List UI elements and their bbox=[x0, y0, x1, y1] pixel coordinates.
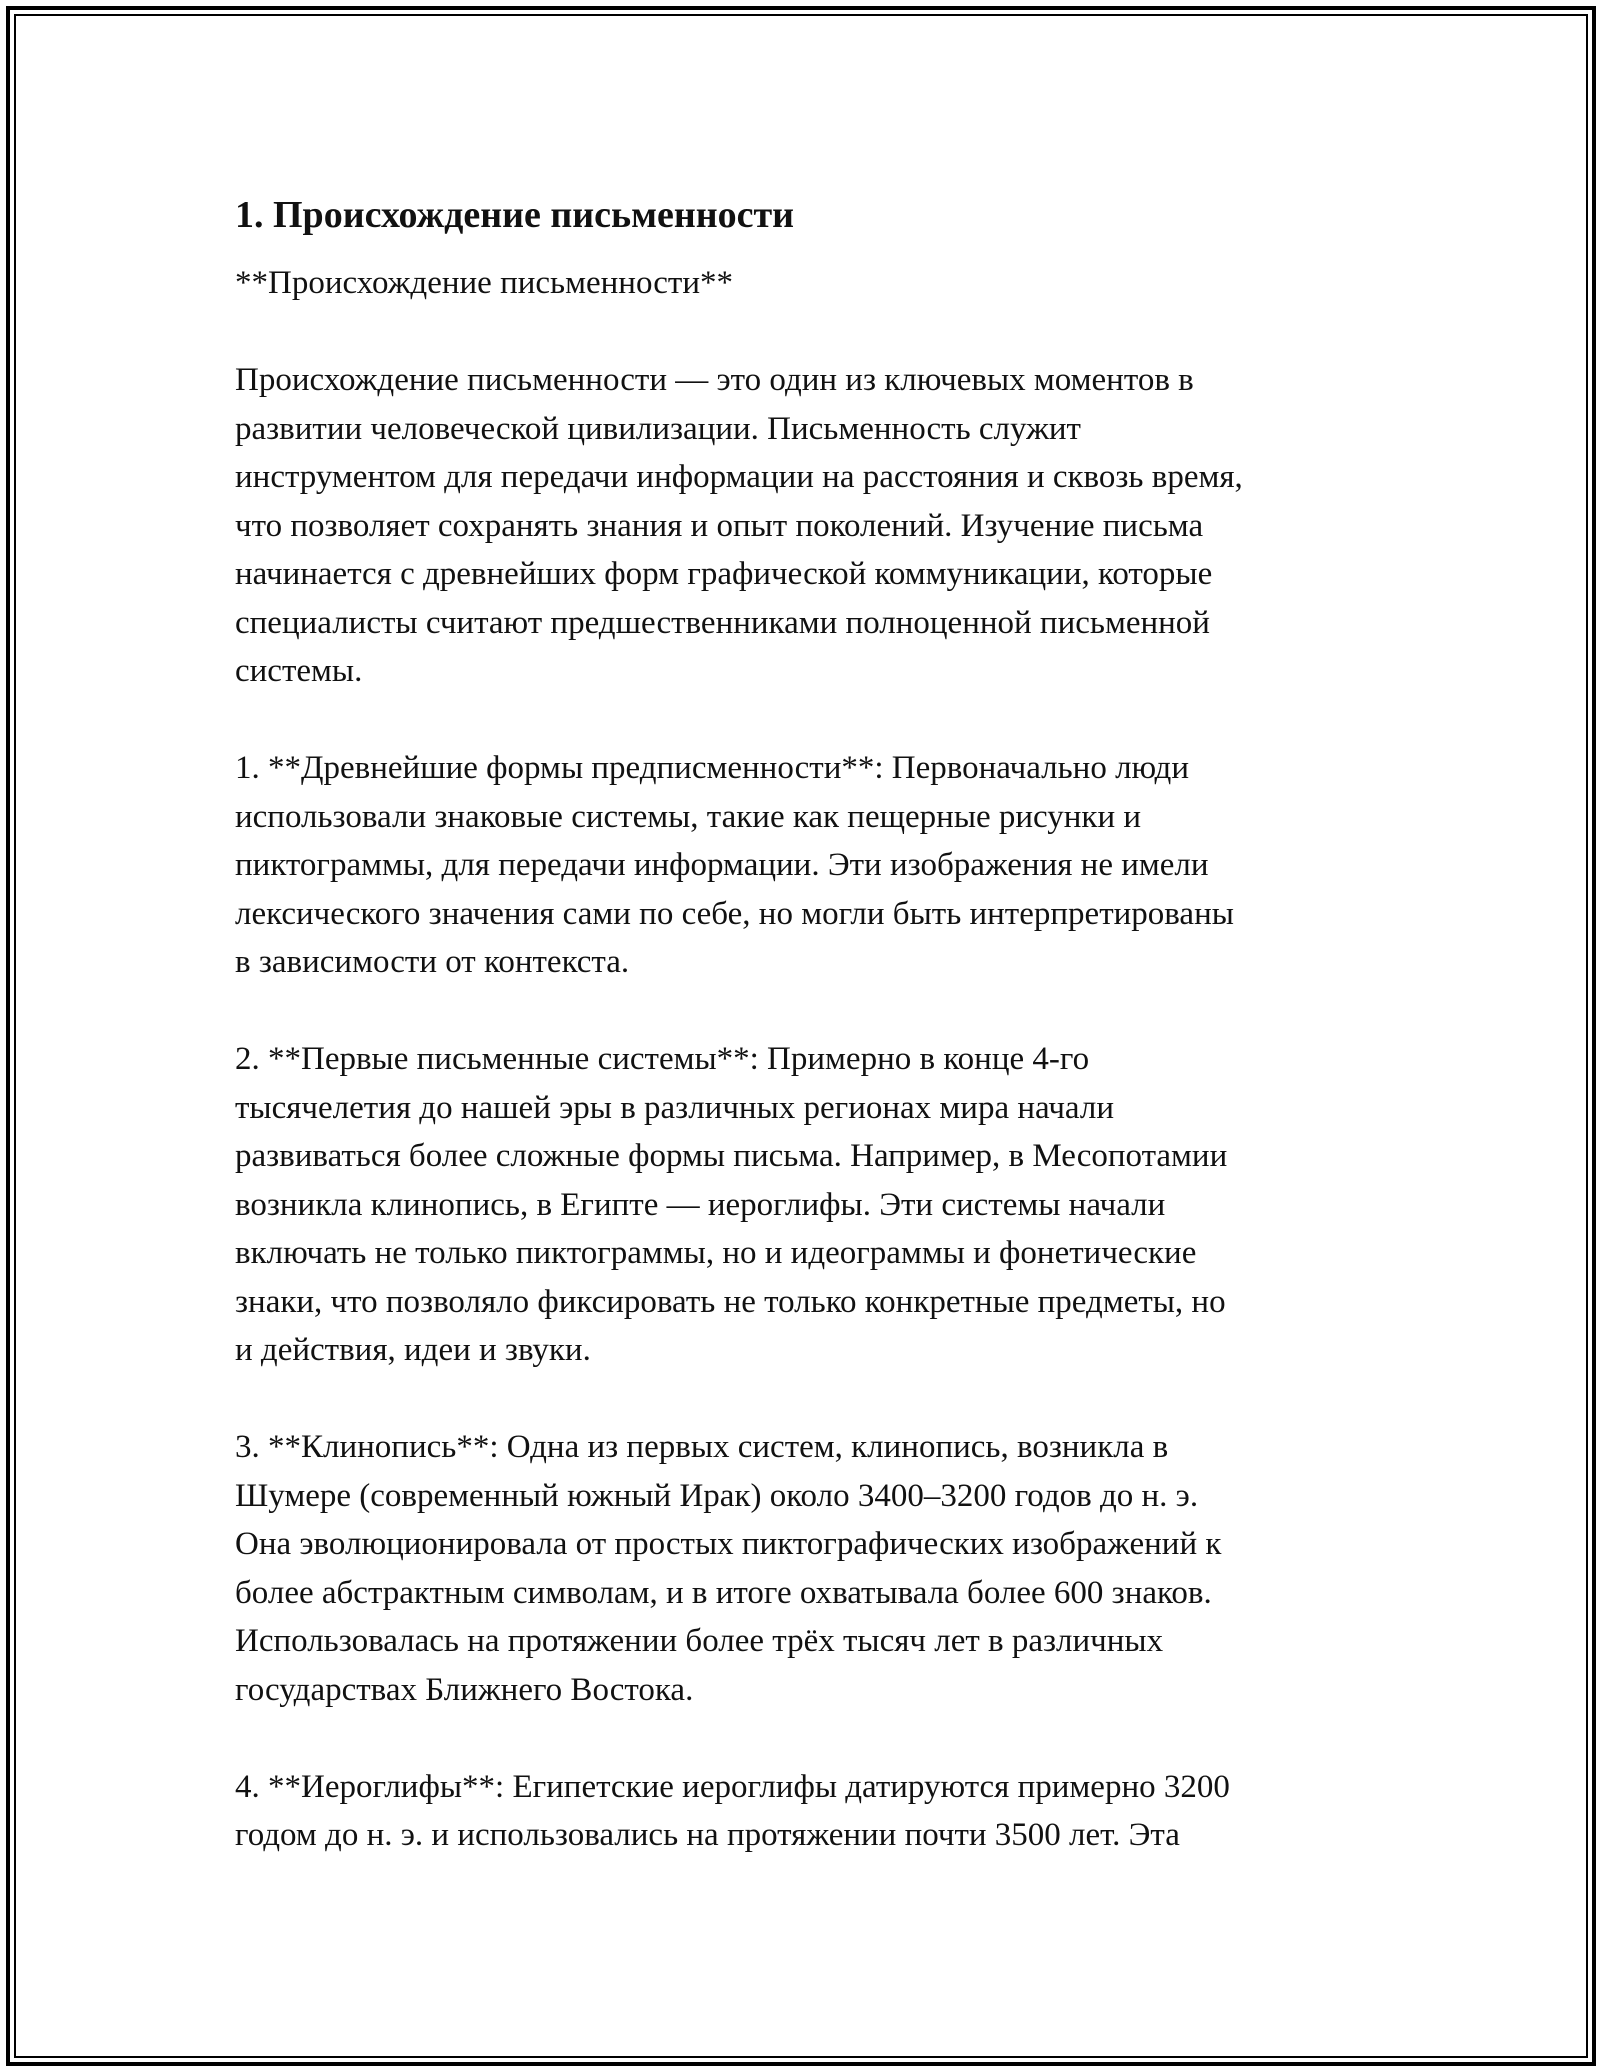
section-heading: 1. Происхождение письменности bbox=[235, 194, 795, 236]
list-item-1-paragraph: 1. **Древнейшие формы предписменности**: Первоначально люди использовали знаковые системы, такие как пещерные рисунки и пиктограммы, для передачи информации. Эти изображения не имели лексического значения сами по себе, но могли быть интерпретированы в зависимости от контекста. bbox=[235, 750, 1234, 980]
list-item-4-paragraph: 4. **Иероглифы**: Египетские иероглифы датируются примерно 3200 годом до н. э. и использовались на протяжении почти 3500 лет. Эта bbox=[235, 1768, 1230, 1853]
subtitle-paragraph: **Происхождение письменности** bbox=[235, 265, 733, 301]
list-item-2-paragraph: 2. **Первые письменные системы**: Примерно в конце 4-го тысячелетия до нашей эры в различных регионах мира начали развиваться более сложные формы письма. Например, в Месопотамии возникла клинопись, в Египте — иероглифы. Эти системы начали включать не только пиктограммы, но и идеограммы и фонетические знаки, что позволяло фиксировать не только конкретные предметы, но и действия, идеи и звуки. bbox=[235, 1041, 1228, 1368]
document-body bbox=[235, 185, 1375, 1860]
list-item-3-paragraph: 3. **Клинопись**: Одна из первых систем, клинопись, возникла в Шумере (современный южный Ирак) около 3400–3200 годов до н. э. Она эволюционировала от простых пиктографических изображений к более абстрактным символам, и в итоге охватывала более 600 знаков. Использовалась на протяжении более трёх тысяч лет в различных государствах Ближнего Востока. bbox=[235, 1429, 1222, 1708]
intro-paragraph: Происхождение письменности — это один из ключевых моментов в развитии человеческой цивилизации. Письменность служит инструментом для передачи информации на расстояния и сквозь время, что позволяет сохранять знания и опыт поколений. Изучение письма начинается с древнейших форм графической коммуникации, которые специалисты считают предшественниками полноценной письменной системы. bbox=[235, 362, 1243, 689]
